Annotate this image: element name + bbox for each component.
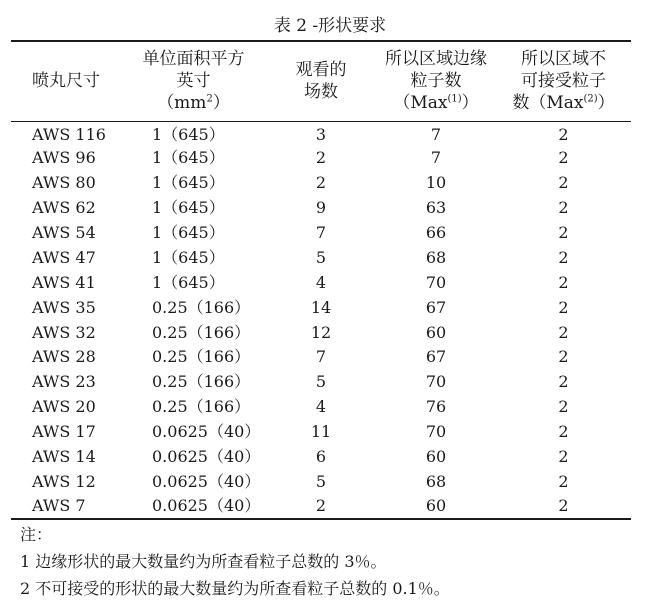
- cell-unacceptable-max: 2: [558, 198, 569, 218]
- cell-unacceptable-max: 2: [558, 247, 569, 267]
- cell-unacceptable-max: 2: [558, 471, 569, 491]
- table-row: [11, 420, 631, 445]
- cell-area: 1（645）: [152, 247, 225, 267]
- cell-area: 0.25（166）: [152, 297, 251, 317]
- cell-unacceptable-max: 2: [558, 322, 569, 342]
- header-edge-particles: [376, 41, 496, 121]
- cell-unacceptable-max: 2: [558, 422, 569, 442]
- cell-area: 0.0625（40）: [152, 422, 261, 442]
- cell-unacceptable-max: 2: [496, 494, 631, 519]
- cell-area: 0.0625（40）: [152, 447, 261, 467]
- table-row: [11, 196, 631, 221]
- table-header-row: [11, 41, 631, 121]
- table-notes: [20, 521, 450, 602]
- cell-edge-max: 60: [376, 494, 496, 519]
- cell-unacceptable-max: 2: [558, 148, 569, 168]
- cell-fields: 7: [315, 347, 327, 367]
- cell-shot-size: AWS 23: [32, 372, 96, 392]
- cell-unacceptable-max: 2: [558, 223, 569, 242]
- cell-edge-max: 60: [425, 447, 447, 467]
- cell-shot-size: AWS 35: [32, 297, 96, 317]
- header-unacceptable-line3: [498, 92, 629, 114]
- table-row: [11, 494, 631, 519]
- cell-shot-size: AWS 14: [32, 447, 96, 467]
- cell-fields: 14: [310, 297, 332, 317]
- cell-fields: 2: [315, 148, 327, 168]
- cell-shot-size: AWS 28: [32, 347, 96, 367]
- header-unacceptable-particles: [496, 41, 631, 121]
- cell-edge-max: 68: [425, 247, 447, 267]
- cell-fields: 7: [315, 223, 327, 242]
- cell-unacceptable-max: 2: [558, 272, 569, 292]
- header-area-unit-exponent: 2: [206, 93, 213, 105]
- cell-shot-size: AWS 47: [32, 247, 96, 267]
- header-edge-line1: 所以区域边缘: [385, 49, 487, 70]
- table-row: [11, 245, 631, 270]
- cell-edge-max: 70: [425, 272, 447, 292]
- cell-edge-max: 67: [425, 297, 447, 317]
- cell-edge-max: 7: [430, 148, 442, 168]
- cell-fields: 4: [315, 272, 327, 292]
- cell-fields: 5: [315, 471, 327, 491]
- table-row: [11, 370, 631, 395]
- cell-unacceptable-max: 2: [558, 347, 569, 367]
- header-area: [121, 41, 266, 121]
- cell-edge-max: 66: [425, 223, 447, 242]
- table-row: [11, 320, 631, 345]
- cell-area: 1（645）: [152, 272, 225, 292]
- header-edge-max-close: ）: [461, 93, 479, 114]
- header-edge-line3: [378, 92, 494, 114]
- cell-edge-max: 60: [425, 322, 447, 342]
- cell-shot-size: AWS 17: [32, 422, 96, 442]
- table-row: [11, 121, 631, 146]
- cell-fields: 5: [315, 372, 327, 392]
- cell-edge-max: 68: [425, 471, 447, 491]
- cell-edge-max: 10: [425, 173, 447, 193]
- header-unacceptable-line2: 可接受粒子: [521, 71, 606, 92]
- table-body: [11, 121, 631, 519]
- header-unacceptable-line1: 所以区域不: [521, 49, 606, 70]
- table-row: [11, 469, 631, 494]
- note-1: 1 边缘形状的最大数量约为所查看粒子总数的 3％。: [20, 552, 387, 571]
- header-fields-viewed: [266, 41, 376, 121]
- header-fields-line1: 观看的: [295, 60, 347, 81]
- cell-area: 0.0625（40）: [121, 494, 266, 519]
- cell-edge-max: 76: [425, 397, 447, 417]
- header-fields-line2: 场数: [304, 82, 338, 103]
- cell-area: 0.25（166）: [152, 322, 251, 342]
- cell-fields: 3: [315, 124, 327, 144]
- header-edge-max-label: （Max: [393, 93, 448, 114]
- cell-area: 0.0625（40）: [152, 471, 261, 491]
- cell-area: 0.25（166）: [152, 347, 251, 367]
- table-title: 表 2 -形状要求: [273, 16, 387, 36]
- header-area-line3: [123, 92, 264, 114]
- header-edge-footnote-ref: (1): [447, 93, 462, 105]
- cell-unacceptable-max: 2: [558, 173, 569, 193]
- cell-fields: 5: [315, 247, 327, 267]
- table-row: [11, 445, 631, 470]
- cell-fields: 2: [266, 494, 376, 519]
- table-row: [11, 395, 631, 420]
- cell-shot-size: AWS 54: [32, 223, 96, 242]
- cell-edge-max: 70: [425, 422, 447, 442]
- cell-unacceptable-max: 2: [558, 297, 569, 317]
- table-row: [11, 345, 631, 370]
- table-row: [11, 171, 631, 196]
- cell-edge-max: 70: [425, 372, 447, 392]
- cell-edge-max: 7: [430, 124, 442, 144]
- header-shot-size: [11, 41, 121, 121]
- header-area-line2: 英寸: [176, 71, 211, 92]
- cell-area: 1（645）: [152, 148, 225, 168]
- cell-area: 1（645）: [152, 173, 225, 193]
- note-2: 2 不可接受的形状的最大数量约为所查看粒子总数的 0.1％。: [20, 579, 450, 598]
- cell-unacceptable-max: 2: [558, 124, 569, 144]
- cell-shot-size: AWS 41: [32, 272, 96, 292]
- header-unacceptable-max-label: 数（Max: [512, 93, 584, 114]
- cell-shot-size: AWS 62: [32, 198, 96, 218]
- cell-shot-size: AWS 32: [32, 322, 96, 342]
- cell-fields: 6: [315, 447, 327, 467]
- cell-shot-size: AWS 80: [32, 173, 96, 193]
- header-shot-size-text: 喷丸尺寸: [32, 71, 100, 92]
- cell-unacceptable-max: 2: [558, 447, 569, 467]
- header-area-unit-open: （mm: [157, 93, 207, 114]
- table-row: [11, 221, 631, 246]
- cell-fields: 2: [315, 173, 327, 193]
- cell-edge-max: 63: [425, 198, 447, 218]
- header-edge-line2: 粒子数: [410, 71, 462, 92]
- header-unacceptable-max-close: ）: [597, 93, 615, 114]
- cell-shot-size: AWS 20: [32, 397, 96, 417]
- shape-requirements-table: [11, 40, 631, 520]
- cell-fields: 12: [310, 322, 332, 342]
- cell-fields: 4: [315, 397, 327, 417]
- cell-area: 0.25（166）: [152, 397, 251, 417]
- cell-unacceptable-max: 2: [558, 397, 569, 417]
- cell-area: 1（645）: [152, 198, 225, 218]
- header-area-unit-close: ）: [212, 93, 230, 114]
- cell-edge-max: 67: [425, 347, 447, 367]
- cell-shot-size: AWS 96: [32, 148, 96, 168]
- cell-area: 1（645）: [152, 223, 225, 242]
- cell-area: 1（645）: [152, 124, 225, 144]
- cell-area: 0.25（166）: [152, 372, 251, 392]
- cell-shot-size: AWS 12: [32, 471, 96, 491]
- cell-shot-size: AWS 7: [11, 494, 121, 519]
- notes-heading: 注：: [20, 525, 53, 544]
- table-row: [11, 295, 631, 320]
- cell-fields: 11: [310, 422, 332, 442]
- header-unacceptable-footnote-ref: (2): [583, 93, 598, 105]
- cell-fields: 9: [315, 198, 327, 218]
- cell-shot-size: AWS 116: [32, 124, 106, 144]
- table-row: [11, 270, 631, 295]
- cell-unacceptable-max: 2: [558, 372, 569, 392]
- table-row: [11, 146, 631, 171]
- header-area-line1: 单位面积平方: [142, 49, 245, 70]
